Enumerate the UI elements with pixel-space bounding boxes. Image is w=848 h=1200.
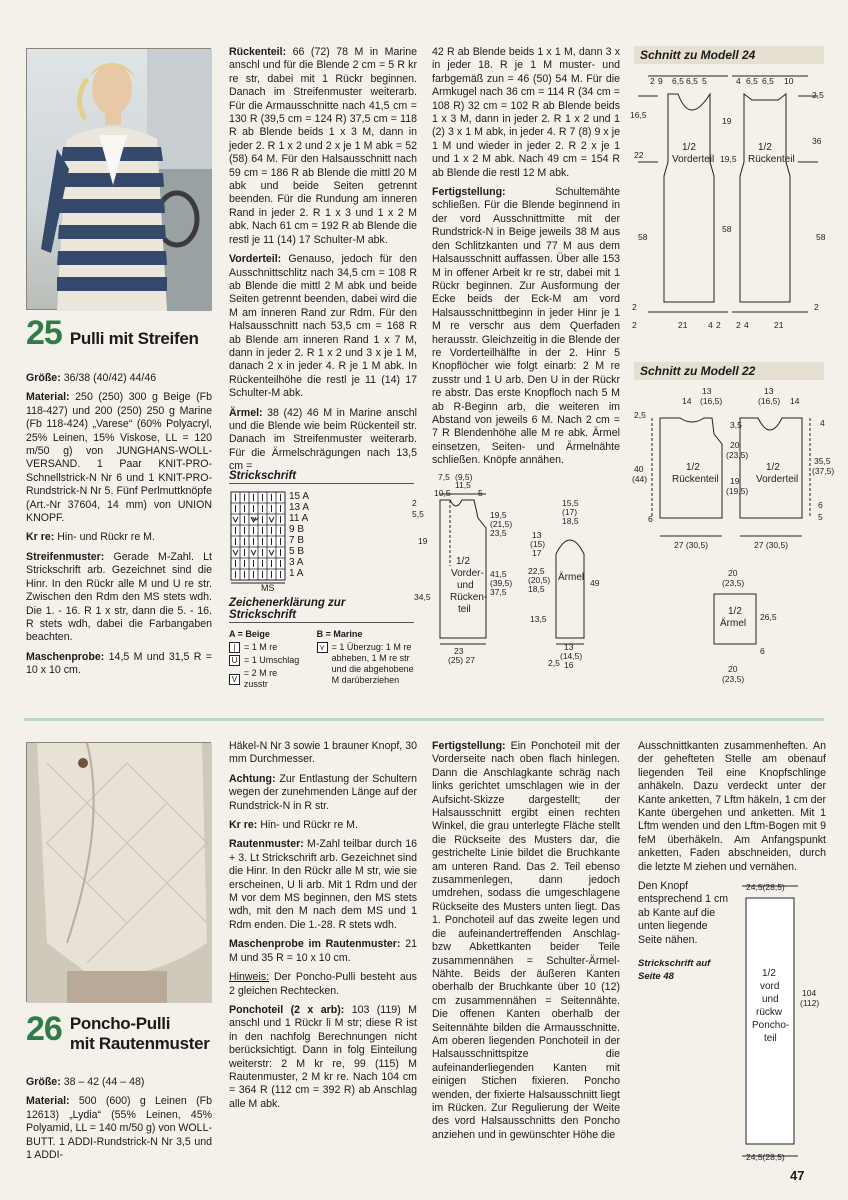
sleeve-label: 1/2	[728, 606, 742, 617]
fertig-cont-text: Ausschnittkanten zusammenheften. An der gehefteten Stelle am obenauf liegenden Teil eine Knopfschlinge anhäkeln. Dazu verdeckt unter der Kante anketten, 7 Lftm häkeln, 1 cm der Kante übergehen und anketten. Mit 1 Lftm wenden und den Lftm-Bogen mit 9 feM überhäkeln. Am Anfangspunkt anketten, Faden abschneiden, durch die letzte M ziehen und vernähen.	[638, 740, 826, 873]
dim-label: 2	[736, 320, 741, 330]
groesse-value: 36/38 (40/42) 44/46	[63, 372, 157, 384]
back-label: 1/2	[758, 142, 772, 153]
vorderteil-label: Vorderteil:	[229, 253, 282, 266]
front-label: 1/2	[766, 462, 780, 473]
dim-label: 4	[744, 320, 749, 330]
front-label: Vorderteil	[756, 474, 799, 485]
streifen-label: Streifenmuster:	[26, 550, 105, 563]
dim-label: 22	[634, 150, 644, 160]
skpo-icon: ⋎	[317, 642, 328, 653]
chart-row-label: 5 B	[289, 546, 305, 557]
schnitt25-diagram	[410, 470, 620, 670]
model26-col2	[229, 740, 417, 1117]
dim-label: (23,5)	[722, 674, 745, 684]
dim-label: 23,5	[490, 528, 507, 538]
raute-label: Rautenmuster:	[229, 838, 304, 851]
dim-label: 4	[708, 320, 713, 330]
dim-label: 2	[412, 498, 417, 508]
material-cont-text: Häkel-N Nr 3 sowie 1 brauner Knopf, 30 mm Durchmesser.	[229, 740, 417, 766]
strickschrift-grid	[229, 490, 287, 586]
dim-label: 6	[648, 514, 653, 524]
dim-label: 6,5	[762, 76, 774, 86]
fertig-label: Fertigstellung:	[432, 740, 506, 752]
dim-label: (16,5)	[758, 396, 781, 406]
rueckenteil-label: Rückenteil:	[229, 46, 287, 58]
dim-label: (39,5)	[490, 578, 513, 588]
ponchoteil-text: 103 (119) M anschl und 1 Rückr li M str; diese R ist in den nachfolg Berechnungen nicht berücksichtigt. Dann in folg Einteilung weiterstr: 2 M kr re, 99 (115) M Rautenmuster, 2 M kr re. Nach 104 cm = 364 R (112 cm = 392 R) ab Anschlag alle M abk.	[229, 1003, 417, 1110]
sleeve-outline	[556, 540, 584, 638]
dim-label: 24,5(28,5)	[746, 1152, 785, 1162]
legend-a	[229, 629, 303, 640]
legend-b	[317, 629, 419, 640]
dim-label: 4	[820, 418, 825, 428]
back-label: Rückenteil	[672, 474, 719, 485]
knit-symbol-icon: |	[229, 642, 240, 653]
dim-label: 40	[634, 464, 644, 474]
yarn-over-icon: U	[229, 655, 240, 666]
dim-label: (16,5)	[700, 396, 723, 406]
legend-b-text: B = Marine	[316, 629, 363, 639]
model25-title: Pulli mit Streifen	[69, 329, 199, 348]
dim-label: 2	[650, 76, 655, 86]
dim-label: 19,5	[490, 510, 507, 520]
model26-title-line2: mit Rautenmuster	[69, 1034, 210, 1053]
model26-photo	[26, 742, 211, 1002]
sleeve-label: Ärmel	[720, 618, 747, 629]
dim-label: 20	[728, 664, 738, 674]
rect-label: Poncho-	[752, 1020, 790, 1031]
ms-label: MS	[261, 583, 275, 593]
dim-label: 26,5	[760, 612, 777, 622]
rueckenteil-text: 66 (72) 78 M in Marine anschl und für die Blende 2 cm = 5 R kr re str, dabei mit 1 Rückr beginnen. Danach im Streifenmuster weiterarb. Für die Armausschnitte nach 41,5 cm = 130 R (39,5 cm = 124 R) 37,5 cm = 118 R ab Blende beids 1 x 3 M, dann in jeder 2. R 1 x 2 und 2 x je 1 M abk = 52 (58) 64 M. Für den Halsausschnitt nach 59 cm = 186 R ab Blende die mittl 20 M abk und beide Seiten getrennt beenden. Für die Rundung am inneren Rand in jeder 2. R 1 x 3 und 1 x 2 M abk. Nach 61 cm = 192 R ab Blende die restl je 11 (14) 17 Schulter-M abk.	[229, 46, 417, 246]
dim-label: 16,5	[630, 110, 647, 120]
schnitt22-diagram	[630, 382, 835, 692]
dim-label: 9	[658, 76, 663, 86]
dim-label: (23,5)	[722, 578, 745, 588]
krre-label: Kr re:	[26, 531, 55, 544]
front-outline	[664, 94, 714, 302]
dim-label: 6,5	[686, 76, 698, 86]
dim-label: 13,5	[530, 614, 547, 624]
rect-label: 1/2	[762, 968, 776, 979]
dim-label: 37,5	[490, 587, 507, 597]
back-outline	[740, 94, 790, 302]
dim-label: 13	[764, 386, 774, 396]
front-label: Vorderteil	[672, 154, 715, 165]
rect-label: rückw	[756, 1007, 783, 1018]
legend-umschlag-text: = 1 Umschlag	[244, 655, 300, 665]
dim-label: 104	[802, 988, 817, 998]
dim-label: 5	[818, 512, 823, 522]
dim-label: (19,5)	[726, 486, 749, 496]
dim-label: (44)	[632, 474, 648, 484]
legend-ueberzug	[317, 642, 419, 686]
poncho-diagram	[738, 876, 830, 1166]
rect-label: vord	[760, 981, 780, 992]
streifen-text: Gerade M-Zahl. Lt Strickschrift arb. Gezeichnet sind die Hinr. In den Rückr alle M und U re str. Zwischen den Rdm den MS stets wdh. Die 1. - 16. R 1 x str, dann die 5. - 16. R stets wdh, dabei die Farbangaben beachten.	[26, 550, 212, 644]
dim-label: 20	[730, 440, 740, 450]
section-divider	[24, 718, 824, 721]
achtung-label: Achtung:	[229, 772, 276, 785]
dim-label: 6,5	[746, 76, 758, 86]
body-label: teil	[458, 604, 471, 615]
chart-row-label: 9 B	[289, 524, 305, 535]
legend-umschlag	[229, 655, 303, 666]
dim-label: 2,5	[548, 658, 560, 668]
dim-label: (37,5)	[812, 466, 835, 476]
dim-label: 14	[682, 396, 692, 406]
dim-label: 6,5	[672, 76, 684, 86]
dim-label: 36	[812, 136, 822, 146]
fertig-text: Schultemähte schließen. Für die Blende beginnend in der vord Ausschnittmitte mit der Rundstrick-N in Beige jeweils 38 M aus den Schlitzkanten und 77 M aus dem Halsausschnitt auffassen. Über alle 153 M in offener Arbeit kr re str, dabei mit 1 Rückr beginnen. Zur Ausformung der Ecke beids der Eck-M am vord Halsausschnittbeginn in jeder Hinr je 1 M re verschr aus dem Querfaden herausstr. Gleichzeitig in die Blende der re Vorderteilhälfte in der 2. Hinr 5 Knopflöcher wie folgt einarb: 2 M re zusstr und 1 U arb. Den U in der Rückr re abstr. Das erste Knopfloch nach 5 M ab R-Beginn arb, die weiteren im Abstand von jeweils 6 M. Nach 2 cm = 7 R Blendenhöhe alle M re abk. Ärmel einsetzen, Seiten- und Ärmelnähte schließen. Knöpfe annähen.	[432, 186, 620, 467]
dim-label: 35,5	[814, 456, 831, 466]
sleeve-label: Ärmel	[558, 572, 585, 583]
dim-label: 5	[478, 488, 483, 498]
legend-1mre	[229, 642, 303, 653]
dim-label: 2	[814, 302, 819, 312]
legend-a-text: A = Beige	[229, 629, 270, 639]
dim-label: 19,5	[720, 154, 737, 164]
dim-label: 19	[730, 476, 740, 486]
material-label: Material:	[26, 391, 70, 404]
dim-label: 21	[774, 320, 784, 330]
schnitt24-diagram	[628, 66, 828, 346]
maschen-text: 14,5 M und 31,5 R = 10 x 10 cm.	[26, 650, 212, 677]
ponchoteil-label: Ponchoteil (2 x arb):	[229, 1003, 345, 1016]
dim-label: 18,5	[528, 584, 545, 594]
material-text: 500 (600) g Leinen (Fb 12613) „Lydia“ (55% Leinen, 45% Polyamid, LL = 140 m/50 g) von WOLL-BUTT. 1 ADDI-Rundstrick-N Nr 3,5 und 1 ADDI-	[26, 1095, 212, 1162]
dim-label: 6	[818, 500, 823, 510]
fertig-label: Fertigstellung:	[432, 186, 506, 199]
dim-label: 19	[418, 536, 428, 546]
aermel-label: Ärmel:	[229, 406, 263, 419]
dim-label: 13	[532, 530, 542, 540]
legend-ueberzug-text: = 1 Überzug: 1 M re abheben, 1 M re str und die abgehobene M darüberziehen	[331, 642, 414, 685]
probe-text: 21 M und 35 R = 10 x 10 cm.	[229, 938, 417, 964]
dim-label: 11,5	[455, 480, 471, 490]
dim-label: 27 (30,5)	[674, 540, 709, 550]
dim-label: 5	[702, 76, 707, 86]
dim-label: 4	[736, 76, 741, 86]
dim-label: 49	[590, 578, 600, 588]
dim-label: 2,5	[634, 410, 646, 420]
groesse-label: Größe:	[26, 372, 61, 384]
raute-text: M-Zahl teilbar durch 16 + 3. Lt Strickschrift arb. Gezeichnet sind die Hinr. In den Rückr alle M str, wie sie erscheinen, U li arb. Mit 1 Rdm und der M vor dem MS beginnen, den MS stets wdh, mit den M nach dem MS und 1 Rdm enden. Die 1.-28. R stets wdh.	[229, 838, 417, 931]
dim-label: 10	[784, 76, 794, 86]
model25-photo	[26, 48, 211, 310]
dim-label: 34,5	[414, 592, 431, 602]
dim-label: 2	[632, 302, 637, 312]
body-label: Vorder-	[451, 568, 484, 579]
dim-label: 13	[564, 642, 574, 652]
dim-label: 15,5	[562, 498, 579, 508]
dim-label: 7,5	[438, 472, 450, 482]
dim-label: (23,5)	[726, 450, 749, 460]
body-label: und	[457, 580, 474, 591]
zeichen-heading: Zeichenerklärung zur Strickschrift	[229, 597, 414, 623]
legend-2mre-text: = 2 M re zusstr	[243, 668, 278, 689]
front-label: 1/2	[682, 142, 696, 153]
groesse-label: Größe:	[26, 1076, 61, 1088]
dim-label: 18,5	[562, 516, 579, 526]
dim-label: 5,5	[412, 509, 424, 519]
dim-label: 2,5	[812, 90, 824, 100]
vorderteil-text: Genauso, jedoch für den Ausschnittschlitz nach 34,5 cm = 108 R ab Blende die mittl 2 M abk und beide Seiten getrennt beenden, dabei wird die M am inneren Rand zur Rdm. Für den Halsausschnitt nach 53,5 cm = 168 R ab Blende am inneren Rand 1 x 7 M, dann in jeder 2. R 1 x 2 und 3 x je 1 M, danach 2 x in jeder 4. R je 1 M abk. In Rückenteilhöhe die restl je 11 (14) 17 Schulter-M abk.	[229, 253, 417, 400]
krre-text: Hin- und Rückr re M.	[57, 531, 155, 544]
legend-1mre-text: = 1 M re	[244, 642, 278, 652]
krre-text: Hin- und Rückr re M.	[260, 819, 358, 832]
chart-row-labels	[289, 490, 309, 586]
model25-heading	[26, 314, 199, 353]
aermel-cont-text: 42 R ab Blende beids 1 x 1 M, dann 3 x in jeder 18. R je 1 M muster- und farbgemäß zun = 46 (50) 54 M. Für die Armkugel nach 36 cm = 114 R (34 cm = 108 R) 32 cm = 102 R ab Blende beids 1 x 3 M, dann in jeder 2. R 1 x 2 und 1 (2) 3 x 1 M abk, in jeder 4. R 7 (8) 9 x je 1 M und wieder in jeder 2. R 2 x je 1 und 1 x 2 M abk. Nach 49 cm = 154 R ab Blende die restl 12 M abk.	[432, 46, 620, 179]
dim-label: 24,5(28,5)	[746, 882, 785, 892]
model25-col3	[432, 46, 620, 474]
hinweis-label: Hinweis:	[229, 971, 270, 984]
dim-label: (14,5)	[560, 651, 583, 661]
dim-label: 2	[632, 320, 637, 330]
dim-label: 16	[564, 660, 574, 670]
dim-label: 58	[638, 232, 648, 242]
dim-label: 14	[790, 396, 800, 406]
back-label: 1/2	[686, 462, 700, 473]
dim-label: 2	[716, 320, 721, 330]
dim-label: (15)	[530, 539, 546, 549]
schnitt22-heading: Schnitt zu Modell 22	[634, 362, 824, 380]
model26-illustration	[27, 743, 212, 1003]
krre-label: Kr re:	[229, 819, 258, 832]
k2tog-icon: V	[229, 674, 240, 685]
dim-label: 13	[702, 386, 712, 396]
page-number: 47	[790, 1168, 805, 1183]
dim-label: (21,5)	[490, 519, 513, 529]
achtung-text: Zur Entlastung der Schultern wegen der zunehmenden Länge auf der Rundstrick-N in R str.	[229, 772, 417, 812]
chart-row-label: 11 A	[289, 513, 309, 524]
dim-label: 6	[760, 646, 765, 656]
material-label: Material:	[26, 1095, 70, 1108]
dim-label: 19	[722, 116, 732, 126]
model25-number: 25	[26, 314, 62, 352]
model26-col3	[432, 740, 620, 1148]
model26-number: 26	[26, 1010, 62, 1048]
dim-label: 17	[532, 548, 542, 558]
chart-row-label: 15 A	[289, 491, 310, 502]
dim-label: (25) 27	[448, 655, 475, 665]
maschen-label: Maschenprobe:	[26, 650, 105, 663]
strickschrift-ref: Strickschrift auf Seite 48	[638, 958, 711, 983]
dim-label: 21	[678, 320, 688, 330]
rect-label: teil	[764, 1033, 777, 1044]
dim-label: 20	[728, 568, 738, 578]
chart-row-label: 7 B	[289, 535, 305, 546]
aermel-text: 38 (42) 46 M in Marine anschl und die Blende wie beim Rückenteil str. Danach im Streifenmuster weiterarb. Für die Ärmelschrägungen nach 13,5 cm =	[229, 406, 418, 473]
dim-label: 41,5	[490, 569, 507, 579]
dim-label: 58	[722, 224, 732, 234]
chart-row-label: 1 A	[289, 568, 304, 579]
dim-label: 10,5	[434, 488, 451, 498]
back-label: Rückenteil	[748, 154, 795, 165]
hinweis-text: Der Poncho-Pulli besteht aus 2 gleichen Rechtecken.	[229, 971, 417, 997]
strickschrift-heading: Strickschrift	[229, 470, 414, 484]
schnitt24-heading: Schnitt zu Modell 24	[634, 46, 824, 64]
knopf-text: Den Knopf entsprechend 1 cm ab Kante auf die unten liegende Seite nähen.	[638, 880, 729, 946]
dim-label: 27 (30,5)	[754, 540, 789, 550]
rect-label: und	[762, 994, 779, 1005]
groesse-value: 38 – 42 (44 – 48)	[63, 1076, 145, 1088]
chart-row-label: 13 A	[289, 502, 310, 513]
button-icon	[78, 758, 88, 768]
dim-label: 23	[454, 646, 464, 656]
strickschrift-block	[229, 470, 419, 692]
model26-heading	[26, 1010, 210, 1054]
model25-illustration	[27, 49, 212, 311]
model26-title-line1: Poncho-Pulli	[69, 1014, 171, 1033]
body-label: 1/2	[456, 556, 470, 567]
model26-col4b	[638, 880, 734, 990]
model25-col2	[229, 46, 417, 480]
show-through-text	[650, 10, 653, 19]
model26-col4	[638, 740, 826, 880]
dim-label: 58	[816, 232, 826, 242]
material-text: 250 (250) 300 g Beige (Fb 118-427) und 200 (250) 250 g Marine (Fb 118-424) „Varese“ (60% Polyacryl, 25% Leinen, 15% Viskose, LL = 120 m/50 g) von JUNGHANS-WOLL-VERSAND. 1 Paar KNIT-PRO-Schnellstrick-N Nr 6 und 1 KNIT-PRO-Rundstrick-N Nr 5. Fünf Perlmuttknöpfe (Art.-Nr 37604, 14 mm) von UNION KNOPF.	[26, 391, 212, 525]
dim-label: (20,5)	[528, 575, 551, 585]
dim-label: (9,5)	[455, 472, 473, 482]
probe-label: Maschenprobe im Rautenmuster:	[229, 938, 401, 951]
dim-label: (112)	[800, 998, 820, 1008]
body-label: Rücken-	[450, 592, 488, 603]
dim-label: (17)	[562, 507, 578, 517]
dim-label: 3,5	[730, 420, 742, 430]
model26-col1	[26, 1076, 212, 1168]
chart-row-label: 3 A	[289, 557, 304, 568]
model25-col1	[26, 372, 212, 684]
fertig-text: Ein Ponchoteil mit der Vorderseite nach oben flach hinlegen. Dann die Anschlagkante schräg nach links gerichtet umschlagen wie in der Aufsicht-Skizze dargestellt; der Halsausschnitt ergibt einen rechten Winkel, die grau unterlegte Fläche stellt die Rückseite des Musters dar, die gestrichelte Linie bildet die Bruchkante am unteren Rand. Das 2. Teil ebenso zusammenlegen, dann jedoch umdrehen, sodass die umgeschlagene Rückseite des Musters unten liegt. Das 1. Ponchoteil auf das zweite legen und die aufeinandertreffenden Anschlag- bzw Abkettkanten beider Teile zusammennähen = Schulter-Ärmel-Nähte. Beids der äußeren Kanten oberhalb der Bruchkante über 10 (12) cm zusammennähen = Seitennähte. Die offenen Kanten oberhalb der Seitennähte bilden die Armausschnitte. Am oberen liegenden Ponchoteil in der Halsausschnittspitze die aufeinanderliegenden Kanten mit einigen Stichen fixieren. Poncho wenden, der fixierte Halsausschnitt liegt im Rücken. Zur Regulierung der Weite des vord Halsausschnitts den Poncho anziehen und in gewünschter Höhe die	[432, 740, 621, 1141]
dim-label: 22,5	[528, 566, 545, 576]
legend-2mre	[229, 668, 303, 690]
